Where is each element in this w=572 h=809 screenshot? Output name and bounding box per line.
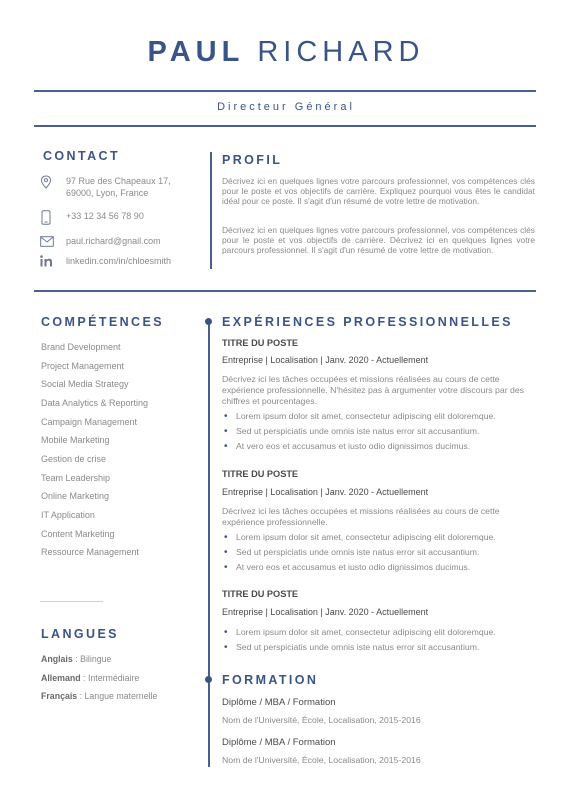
job-bullet: • Lorem ipsum dolor sit amet, consectetur adipiscing elit doloremque. — [222, 625, 542, 640]
job-bullet: • Sed ut perspiciatis unde omnis iste natus error sit accusantium. — [222, 424, 542, 439]
skill-item: Content Marketing — [41, 529, 115, 539]
job-title-subtitle: Directeur Général — [217, 101, 355, 113]
skill-item: Team Leadership — [41, 473, 111, 483]
language-level: : Langue maternelle — [77, 691, 158, 701]
timeline-line — [208, 320, 210, 767]
skill-item: Data Analytics & Reporting — [41, 398, 149, 408]
job-title: TITRE DU POSTE — [222, 589, 299, 599]
skill-item: Ressource Management — [41, 547, 140, 557]
language-name: Allemand — [41, 673, 81, 683]
first-name: PAUL — [147, 36, 245, 68]
profile-section-title: PROFIL — [222, 153, 283, 167]
skill-item: Gestion de crise — [41, 454, 107, 464]
languages-section-title: LANGUES — [41, 627, 119, 641]
education-degree: Diplôme / MBA / Formation — [222, 697, 336, 708]
job-description: Décrivez ici les tâches occupées et missions réalisées au cours de cette expérience professionnelle. — [222, 506, 500, 527]
timeline-dot-experience — [205, 318, 212, 325]
phone-icon — [40, 210, 58, 224]
job-title: TITRE DU POSTE — [222, 469, 299, 479]
candidate-name — [0, 36, 572, 69]
education-section-title: FORMATION — [222, 673, 319, 687]
phone-number: +33 12 34 56 78 90 — [66, 211, 144, 221]
linkedin-icon — [40, 255, 58, 269]
job-bullets — [222, 409, 542, 454]
job-bullet: • Lorem ipsum dolor sit amet, consectetur adipiscing elit doloremque. — [222, 409, 542, 424]
education-school: Nom de l'Université, École, Localisation, 2015-2016 — [222, 715, 421, 725]
section-divider-rule — [34, 290, 536, 292]
address-line-2: 69000, Lyon, France — [66, 188, 149, 198]
language-level: : Bilingue — [72, 654, 112, 664]
contact-section-title: CONTACT — [43, 149, 120, 163]
language-item — [41, 654, 111, 664]
skill-item: Campaign Management — [41, 417, 138, 427]
education-degree: Diplôme / MBA / Formation — [222, 737, 336, 748]
job-meta: Entreprise | Localisation | Janv. 2020 - Actuellement — [222, 487, 429, 497]
skill-item: Project Management — [41, 361, 125, 371]
skills-languages-divider — [40, 601, 103, 602]
linkedin-link[interactable]: linkedin.com/in/chloesmith — [66, 256, 172, 266]
skills-section-title: COMPÉTENCES — [41, 315, 164, 329]
language-name: Français — [41, 691, 78, 701]
job-description: Décrivez ici les tâches occupées et missions réalisées au cours de cette expérience professionnelle. N'hésitez pas à argumenter votre discours par des chiffres et pourcentages. — [222, 374, 525, 406]
skill-item: Online Marketing — [41, 491, 110, 501]
header-bottom-rule — [34, 125, 536, 127]
skill-item: IT Application — [41, 510, 95, 520]
contact-profile-divider — [210, 152, 212, 269]
language-item — [41, 673, 139, 683]
job-bullet: • At vero eos et accusamus et iusto odio dignissimos ducimus. — [222, 439, 542, 454]
job-bullet: • Sed ut perspiciatis unde omnis iste natus error sit accusantium. — [222, 545, 542, 560]
profile-paragraph-1: Décrivez ici en quelques lignes votre parcours professionnel, vos compétences clés pour le poste et vos objectifs de carrière. Expliquez pourquoi vous êtes le candidat idéal pour ce poste. Il s'agit d'un résumé de votre lettre de motivation. — [222, 176, 535, 207]
email-link[interactable]: paul.richard@gnail.com — [66, 236, 161, 246]
skill-item: Brand Development — [41, 342, 121, 352]
job-meta: Entreprise | Localisation | Janv. 2020 - Actuellement — [222, 355, 429, 365]
address-line-1: 97 Rue des Chapeaux 17, — [66, 176, 171, 186]
profile-paragraph-2: Décrivez ici en quelques lignes votre parcours professionnel, vos compétences clés pour le poste et vos objectifs de carrière. Décrivez ici en quelques lignes votre parcours professionnel. Il s'agit d'un résumé de votre lettre de motivation. — [222, 225, 535, 256]
skill-item: Mobile Marketing — [41, 435, 110, 445]
job-bullet: • At vero eos et accusamus et iusto odio dignissimos ducimus. — [222, 560, 542, 575]
job-bullets — [222, 625, 542, 655]
education-school: Nom de l'Université, École, Localisation, 2015-2016 — [222, 755, 421, 765]
timeline-dot-education — [205, 676, 212, 683]
envelope-icon — [40, 235, 58, 249]
job-bullets — [222, 530, 542, 575]
job-bullet: • Sed ut perspiciatis unde omnis iste natus error sit accusantium. — [222, 640, 542, 655]
experience-section-title: EXPÉRIENCES PROFESSIONNELLES — [222, 315, 513, 329]
language-level: : Intermédiaire — [80, 673, 140, 683]
language-item — [41, 691, 157, 701]
job-bullet: • Lorem ipsum dolor sit amet, consectetur adipiscing elit doloremque. — [222, 530, 542, 545]
location-pin-icon — [40, 175, 58, 189]
header-top-rule — [34, 90, 536, 92]
job-meta: Entreprise | Localisation | Janv. 2020 - Actuellement — [222, 607, 429, 617]
job-title: TITRE DU POSTE — [222, 338, 299, 348]
last-name: RICHARD — [257, 36, 425, 68]
language-name: Anglais — [41, 654, 73, 664]
skill-item: Social Media Strategy — [41, 379, 129, 389]
